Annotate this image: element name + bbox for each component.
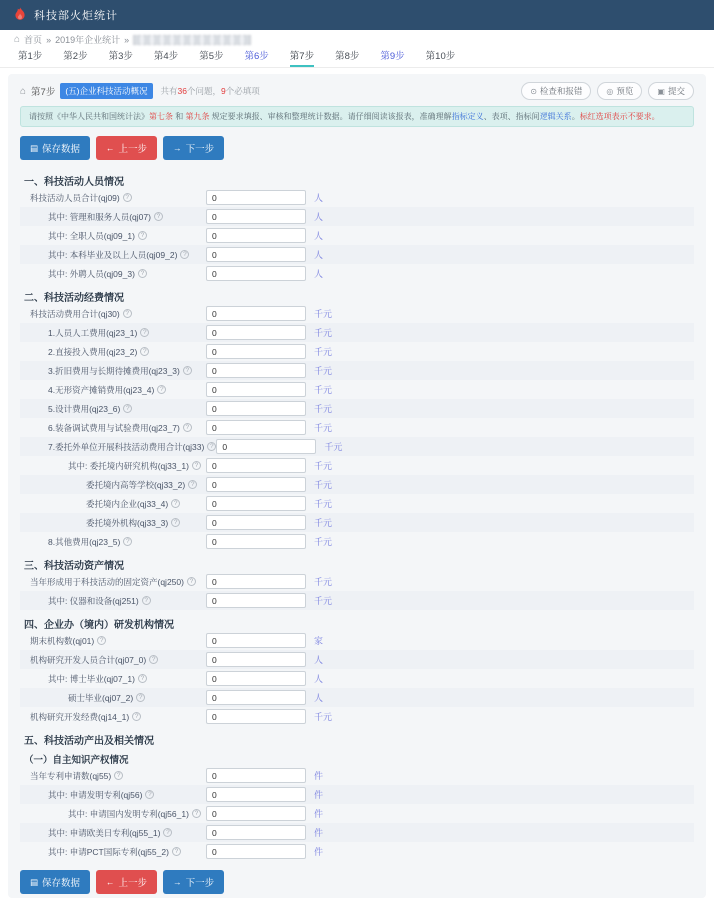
field-input[interactable] bbox=[206, 690, 306, 705]
unit-label: 件 bbox=[314, 828, 324, 838]
form-row bbox=[20, 361, 694, 380]
help-icon[interactable]: ? bbox=[123, 537, 132, 546]
unit-label: 件 bbox=[314, 771, 324, 781]
field-input[interactable] bbox=[206, 363, 306, 378]
field-label bbox=[20, 268, 206, 280]
form-row bbox=[20, 804, 694, 823]
field-label-text: 机构研究开发经费(qj14_1) bbox=[30, 711, 130, 722]
stats-segment: 共有 bbox=[160, 86, 178, 96]
submit-icon: ▣ bbox=[657, 86, 665, 96]
form-row bbox=[20, 188, 694, 207]
save-button-bottom[interactable]: ▤ 保存数据 bbox=[20, 870, 90, 894]
unit-label: 人 bbox=[314, 269, 324, 279]
form-row bbox=[20, 245, 694, 264]
form-row bbox=[20, 264, 694, 283]
breadcrumb-separator: » bbox=[46, 34, 52, 45]
form-row bbox=[20, 532, 694, 551]
home-icon: ⌂ bbox=[14, 34, 21, 45]
submit-pill-button[interactable] bbox=[648, 82, 694, 100]
field-input[interactable] bbox=[206, 477, 306, 492]
notice-link[interactable]: 逻辑关系 bbox=[539, 112, 572, 121]
breadcrumb-company-redacted bbox=[133, 35, 251, 45]
pill-label: 预览 bbox=[616, 86, 634, 96]
field-label-text: 其中: 本科毕业及以上人员(qj09_2) bbox=[48, 249, 178, 260]
field-label bbox=[20, 327, 206, 339]
field-input[interactable] bbox=[206, 325, 306, 340]
notice-text: 和 bbox=[173, 112, 186, 121]
tab-step-9[interactable]: 第9步 bbox=[380, 51, 405, 62]
unit-label: 千元 bbox=[314, 423, 333, 433]
help-icon[interactable]: ? bbox=[140, 328, 149, 337]
help-icon[interactable]: ? bbox=[180, 250, 189, 259]
field-label bbox=[20, 654, 206, 666]
pill-label: 提交 bbox=[667, 86, 685, 96]
pill-label: 检查和报错 bbox=[539, 86, 583, 96]
save-icon: ▤ bbox=[30, 142, 39, 153]
form-row bbox=[20, 823, 694, 842]
form-actions-bottom bbox=[20, 870, 694, 894]
help-icon[interactable]: ? bbox=[138, 674, 147, 683]
field-label-text: 其中: 管理和服务人员(qj07) bbox=[48, 211, 151, 222]
form-row bbox=[20, 323, 694, 342]
field-label-text: 其中: 申请国内发明专利(qj56_1) bbox=[68, 808, 189, 819]
form-row bbox=[20, 650, 694, 669]
unit-label: 人 bbox=[314, 193, 324, 203]
form-row bbox=[20, 207, 694, 226]
unit-label: 千元 bbox=[314, 347, 333, 357]
preview-pill-button[interactable] bbox=[597, 82, 642, 100]
prev-icon: ← bbox=[106, 877, 115, 887]
field-input[interactable] bbox=[206, 228, 306, 243]
help-icon[interactable]: ? bbox=[97, 636, 106, 645]
field-input[interactable] bbox=[206, 190, 306, 205]
field-label bbox=[20, 384, 206, 396]
form-row bbox=[20, 304, 694, 323]
field-label-text: 5.设计费用(qj23_6) bbox=[48, 403, 121, 414]
field-label bbox=[20, 846, 206, 858]
help-icon[interactable]: ? bbox=[171, 518, 180, 527]
unit-label: 千元 bbox=[314, 328, 333, 338]
form-row bbox=[20, 572, 694, 591]
help-icon[interactable]: ? bbox=[123, 404, 132, 413]
notice-text: 请按照《中华人民共和国统计法》 bbox=[29, 112, 149, 121]
field-label bbox=[20, 770, 206, 782]
field-input[interactable] bbox=[206, 593, 306, 608]
field-label-text: 其中: 外聘人员(qj09_3) bbox=[48, 268, 135, 279]
field-label bbox=[20, 635, 206, 647]
next-step-button-top[interactable]: → 下一步 bbox=[163, 136, 224, 160]
field-input[interactable] bbox=[206, 247, 306, 262]
unit-label: 人 bbox=[314, 231, 324, 241]
help-icon[interactable]: ? bbox=[123, 309, 132, 318]
field-label-text: 期末机构数(qj01) bbox=[30, 635, 95, 646]
form-row bbox=[20, 342, 694, 361]
stats-segment: 个必填项 bbox=[225, 86, 260, 96]
field-label-text: 其中: 申请欧美日专利(qj55_1) bbox=[48, 827, 161, 838]
field-input[interactable] bbox=[206, 709, 306, 724]
form-row bbox=[20, 766, 694, 785]
field-label bbox=[20, 808, 206, 820]
unit-label: 千元 bbox=[314, 499, 333, 509]
field-label-text: 3.折旧费用与长期待摊费用(qj23_3) bbox=[48, 365, 180, 376]
field-label bbox=[20, 536, 206, 548]
field-input[interactable] bbox=[206, 420, 306, 435]
help-icon[interactable]: ? bbox=[145, 790, 154, 799]
unit-label: 千元 bbox=[314, 366, 333, 376]
form-row bbox=[20, 226, 694, 245]
field-label-text: 其中: 委托境内研究机构(qj33_1) bbox=[68, 460, 189, 471]
field-input[interactable] bbox=[206, 534, 306, 549]
tab-step-4[interactable]: 第4步 bbox=[153, 51, 179, 62]
check-errors-pill-button[interactable] bbox=[521, 82, 591, 100]
field-label bbox=[20, 403, 206, 415]
section-header: 一、科技活动人员情况 bbox=[24, 177, 124, 188]
field-label-text: 委托境内企业(qj33_4) bbox=[86, 498, 169, 509]
field-label-text: 科技活动人员合计(qj09) bbox=[30, 192, 120, 203]
current-step-label: 第7步 bbox=[31, 87, 56, 98]
notice-link[interactable]: 指标定义 bbox=[451, 112, 484, 121]
help-icon[interactable]: ? bbox=[138, 269, 147, 278]
breadcrumb-home-link[interactable]: 首页 bbox=[24, 35, 43, 45]
toolbar-actions bbox=[521, 82, 694, 100]
field-input[interactable] bbox=[206, 266, 306, 281]
form-row bbox=[20, 591, 694, 610]
field-label-text: 2.直接投入费用(qj23_2) bbox=[48, 346, 138, 357]
unit-label: 家 bbox=[314, 636, 324, 646]
field-label-text: 8.其他费用(qj23_5) bbox=[48, 536, 121, 547]
notice-text: 第七条 bbox=[149, 112, 173, 121]
help-icon[interactable]: ? bbox=[183, 366, 192, 375]
field-label bbox=[20, 595, 206, 607]
prev-step-button-bottom[interactable]: ← 上一步 bbox=[96, 870, 157, 894]
field-input[interactable] bbox=[206, 382, 306, 397]
help-icon[interactable]: ? bbox=[154, 212, 163, 221]
field-label-text: 科技活动费用合计(qj30) bbox=[30, 308, 120, 319]
help-icon[interactable]: ? bbox=[183, 423, 192, 432]
section-header: 二、科技活动经费情况 bbox=[24, 293, 124, 304]
form-panel bbox=[8, 74, 706, 898]
field-label-text: 委托境内高等学校(qj33_2) bbox=[86, 479, 186, 490]
notice-text: 标红选项表示不要求。 bbox=[579, 112, 660, 121]
field-label-text: 其中: 申请发明专利(qj56) bbox=[48, 789, 143, 800]
help-icon[interactable]: ? bbox=[136, 693, 145, 702]
section-header: 四、企业办（境内）研发机构情况 bbox=[24, 620, 174, 631]
field-label-text: 其中: 申请PCT国际专利(qj55_2) bbox=[48, 846, 169, 857]
form-row bbox=[20, 842, 694, 861]
notice-text: 第九条 bbox=[185, 112, 210, 121]
field-label-text: 委托境外机构(qj33_3) bbox=[86, 517, 169, 528]
form-row bbox=[20, 418, 694, 437]
field-input[interactable] bbox=[206, 652, 306, 667]
help-icon[interactable]: ? bbox=[192, 809, 201, 818]
tab-step-1[interactable]: 第1步 bbox=[18, 51, 43, 62]
form-title-badge: (五)企业科技活动概况 bbox=[60, 83, 152, 99]
flame-icon bbox=[12, 7, 28, 23]
help-icon[interactable]: ? bbox=[142, 596, 151, 605]
field-label-text: 1.人员人工费用(qj23_1) bbox=[48, 327, 138, 338]
unit-label: 千元 bbox=[314, 596, 333, 606]
field-input[interactable] bbox=[206, 306, 306, 321]
field-input[interactable] bbox=[206, 458, 306, 473]
field-label bbox=[20, 789, 206, 801]
unit-label: 千元 bbox=[314, 309, 333, 319]
unit-label: 人 bbox=[314, 655, 324, 665]
field-label bbox=[20, 346, 206, 358]
unit-label: 件 bbox=[314, 790, 324, 800]
help-icon[interactable]: ? bbox=[171, 499, 180, 508]
section-header: 三、科技活动资产情况 bbox=[24, 561, 124, 572]
field-label-text: 7.委托外单位开展科技活动费用合计(qj33) bbox=[48, 441, 205, 452]
field-label bbox=[20, 692, 206, 704]
field-label-text: 其中: 全职人员(qj09_1) bbox=[48, 230, 135, 241]
form-row bbox=[20, 437, 694, 456]
unit-label: 千元 bbox=[314, 385, 333, 395]
app-title: 科技部火炬统计 bbox=[34, 10, 118, 22]
stats-segment: 个问题， bbox=[187, 86, 222, 96]
field-label bbox=[20, 673, 206, 685]
statistics-law-notice bbox=[20, 106, 694, 127]
field-input[interactable] bbox=[206, 344, 306, 359]
form-row bbox=[20, 631, 694, 650]
section-header: 五、科技活动产出及相关情况 bbox=[24, 736, 154, 747]
form-row bbox=[20, 456, 694, 475]
tab-step-2[interactable]: 第2步 bbox=[63, 51, 88, 62]
field-label bbox=[20, 827, 206, 839]
help-icon[interactable]: ? bbox=[172, 847, 181, 856]
field-input[interactable] bbox=[206, 574, 306, 589]
notice-text: 。 bbox=[571, 112, 580, 121]
field-input[interactable] bbox=[206, 401, 306, 416]
prev-icon: ← bbox=[106, 143, 115, 153]
field-label-text: 其中: 博士毕业(qj07_1) bbox=[48, 673, 135, 684]
field-label bbox=[20, 498, 206, 510]
field-label-text: 4.无形资产摊销费用(qj23_4) bbox=[48, 384, 155, 395]
tab-step-10[interactable]: 第10步 bbox=[425, 51, 456, 62]
subsection-header: （一）自主知识产权情况 bbox=[24, 755, 129, 766]
tab-step-8[interactable]: 第8步 bbox=[335, 51, 360, 62]
unit-label: 人 bbox=[314, 674, 324, 684]
field-label-text: 当年形成用于科技活动的固定资产(qj250) bbox=[30, 576, 184, 587]
form-actions-top bbox=[20, 136, 694, 160]
field-input[interactable] bbox=[206, 825, 306, 840]
help-icon[interactable]: ? bbox=[157, 385, 166, 394]
unit-label: 千元 bbox=[314, 461, 333, 471]
form-row bbox=[20, 475, 694, 494]
field-input[interactable] bbox=[206, 806, 306, 821]
form-toolbar bbox=[20, 82, 694, 100]
form-row bbox=[20, 669, 694, 688]
unit-label: 千元 bbox=[314, 518, 333, 528]
field-label bbox=[20, 441, 216, 453]
breadcrumb-separator: » bbox=[124, 34, 130, 45]
field-input[interactable] bbox=[206, 768, 306, 783]
field-input[interactable] bbox=[206, 496, 306, 511]
help-icon[interactable]: ? bbox=[132, 712, 141, 721]
unit-label: 千元 bbox=[314, 537, 333, 547]
field-label bbox=[20, 230, 206, 242]
stats-segment: 36 bbox=[177, 86, 187, 96]
field-label bbox=[20, 211, 206, 223]
form-row bbox=[20, 785, 694, 804]
unit-label: 人 bbox=[314, 250, 324, 260]
help-icon[interactable]: ? bbox=[192, 461, 201, 470]
field-label bbox=[20, 517, 206, 529]
form-row bbox=[20, 380, 694, 399]
form-row bbox=[20, 688, 694, 707]
unit-label: 件 bbox=[314, 809, 324, 819]
stats-segment: 9 bbox=[221, 86, 226, 96]
field-label-text: 硕士毕业(qj07_2) bbox=[68, 692, 134, 703]
field-label-text: 其中: 仪器和设备(qj251) bbox=[48, 595, 139, 606]
unit-label: 人 bbox=[314, 693, 324, 703]
field-label-text: 6.装备调试费用与试验费用(qj23_7) bbox=[48, 422, 180, 433]
prev-step-button-top[interactable]: ← 上一步 bbox=[96, 136, 157, 160]
home-icon: ⌂ bbox=[20, 85, 27, 97]
tab-step-7[interactable]: 第7步 bbox=[290, 48, 314, 67]
field-input[interactable] bbox=[206, 671, 306, 686]
help-icon[interactable]: ? bbox=[163, 828, 172, 837]
help-icon[interactable]: ? bbox=[188, 480, 197, 489]
field-input[interactable] bbox=[206, 844, 306, 859]
help-icon[interactable]: ? bbox=[138, 231, 147, 240]
form-row bbox=[20, 399, 694, 418]
help-icon[interactable]: ? bbox=[114, 771, 123, 780]
form-row bbox=[20, 707, 694, 726]
field-label bbox=[20, 308, 206, 320]
field-label bbox=[20, 460, 206, 472]
help-icon[interactable]: ? bbox=[140, 347, 149, 356]
field-label-text: 机构研究开发人员合计(qj07_0) bbox=[30, 654, 147, 665]
question-stats bbox=[161, 85, 260, 97]
tab-step-3[interactable]: 第3步 bbox=[108, 51, 133, 62]
field-label bbox=[20, 479, 206, 491]
help-icon[interactable]: ? bbox=[207, 442, 216, 451]
form-row bbox=[20, 513, 694, 532]
field-label-text: 当年专利申请数(qj55) bbox=[30, 770, 112, 781]
field-input[interactable] bbox=[206, 515, 306, 530]
step-tabs bbox=[0, 47, 714, 68]
unit-label: 千元 bbox=[314, 480, 333, 490]
field-label bbox=[20, 365, 206, 377]
next-icon: → bbox=[173, 877, 182, 887]
field-input[interactable] bbox=[206, 209, 306, 224]
tab-step-6[interactable]: 第6步 bbox=[244, 51, 269, 62]
breadcrumb bbox=[0, 30, 714, 47]
help-icon[interactable]: ? bbox=[123, 193, 132, 202]
unit-label: 千元 bbox=[314, 404, 333, 414]
next-step-button-bottom[interactable]: → 下一步 bbox=[163, 870, 224, 894]
help-icon[interactable]: ? bbox=[149, 655, 158, 664]
notice-text: 、表项、指标间 bbox=[483, 112, 540, 121]
field-label bbox=[20, 192, 206, 204]
form-row bbox=[20, 494, 694, 513]
next-icon: → bbox=[173, 143, 182, 153]
field-label bbox=[20, 711, 206, 723]
field-input[interactable] bbox=[206, 633, 306, 648]
form-body bbox=[20, 167, 694, 861]
field-input[interactable] bbox=[216, 439, 316, 454]
unit-label: 件 bbox=[314, 847, 324, 857]
circle-check-icon: ⊙ bbox=[530, 86, 537, 96]
notice-text: 规定要求填报、审核和整理统计数据。请仔细阅读该报表，准确理解 bbox=[209, 112, 452, 121]
breadcrumb-section-link[interactable]: 2019年企业统计 bbox=[55, 35, 121, 45]
field-label bbox=[20, 422, 206, 434]
top-navbar bbox=[0, 0, 714, 30]
unit-label: 千元 bbox=[314, 712, 333, 722]
field-input[interactable] bbox=[206, 787, 306, 802]
preview-icon: ◎ bbox=[606, 86, 614, 96]
save-icon: ▤ bbox=[30, 876, 39, 887]
unit-label: 千元 bbox=[324, 442, 343, 452]
unit-label: 千元 bbox=[314, 577, 333, 587]
field-label bbox=[20, 249, 206, 261]
field-label bbox=[20, 576, 206, 588]
tab-step-5[interactable]: 第5步 bbox=[199, 51, 224, 62]
save-button-top[interactable]: ▤ 保存数据 bbox=[20, 136, 90, 160]
unit-label: 人 bbox=[314, 212, 324, 222]
help-icon[interactable]: ? bbox=[187, 577, 196, 586]
